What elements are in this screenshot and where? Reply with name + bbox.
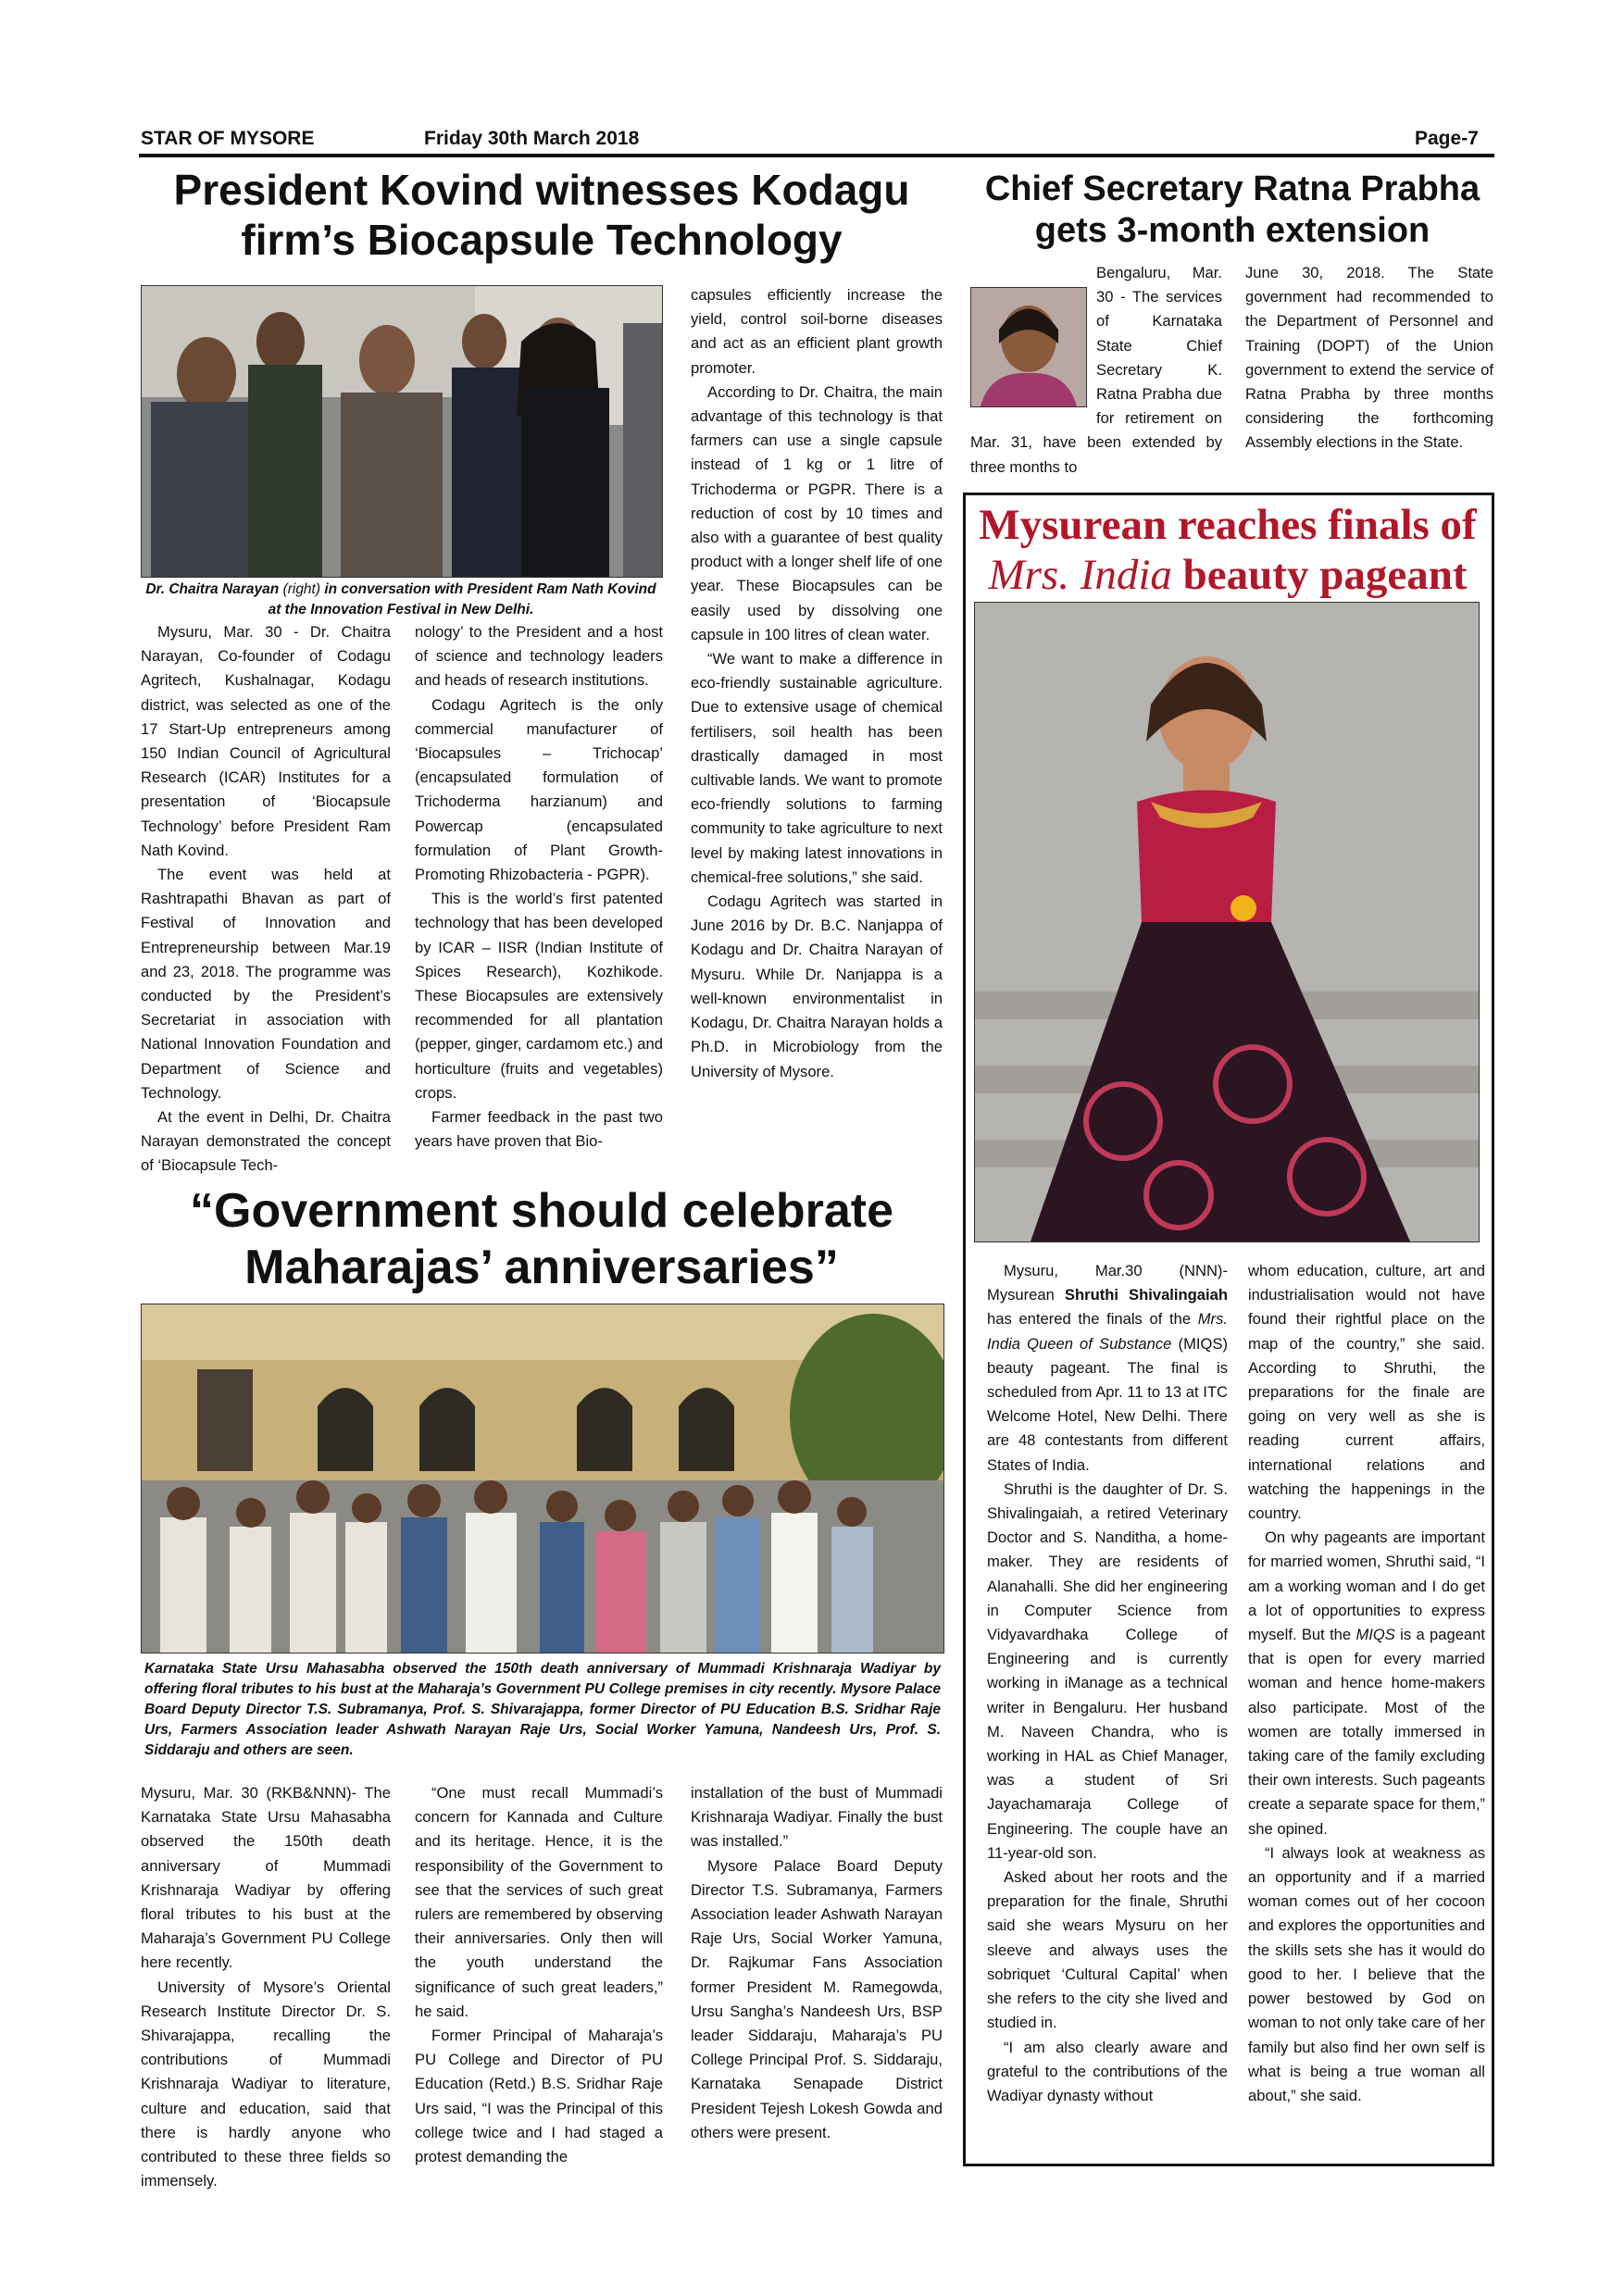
kovind-col2-p1: Codagu Agritech is the only commercial manufacturer of ‘Biocapsules – Trichocap’ (encapsulated formulation of Trichoderma harzianum) and Powercap (encapsulated formulation of Plant Growth-Promoting Rhizobacteria - PGPR). xyxy=(415,695,663,884)
kovind-col2-lead: nology’ to the President and a host of science and technology leaders and heads of research institutions. xyxy=(415,623,663,690)
mysurean-col1-p2: Asked about her roots and the preparation for the finale, Shruthi said she wears Mysuru on her sleeve and always uses the sobriquet ‘Cultural Capital’ when she refers to the city she lived and studied in. xyxy=(987,1868,1228,2032)
maharajas-photo xyxy=(141,1304,944,1653)
kovind-headline-line2: firm’s Biocapsule Technology xyxy=(241,216,843,265)
mysurean-headline-line1: Mysurean reaches finals of xyxy=(979,501,1477,549)
kovind-col3-lead: capsules efficiently increase the yield, control soil-borne diseases and act as an efficient plant growth promoter. xyxy=(691,286,943,377)
kovind-col1-p2: The event was held at Rashtrapathi Bhavan as part of Festival of Innovation and Entrepreneurship between Mar.19 and 23, 2018. The programme was conducted by the President’s Secretariat in association with National Innovation Foundation and Department of Science and Technology. xyxy=(141,866,391,1102)
chiefsec-col1 xyxy=(970,261,1222,480)
kovind-caption xyxy=(141,580,661,620)
maharajas-col1 xyxy=(141,1781,391,2193)
maharajas-col2-p1: “One must recall Mummadi’s concern for Kannada and Culture and its heritage. Hence, it is the responsibility of the Government to see that the services of such great rulers are remembered by observing their anniversaries. Only then will the youth understand the significance of such great leaders,” he said. xyxy=(415,1784,663,2020)
kovind-col1 xyxy=(141,620,391,1179)
mysurean-col1-lead xyxy=(987,1259,1228,1478)
mysurean-col2-p3: “I always look at weakness as an opportunity and if a married woman comes out of her cocoon and explores the opportunities and the skills sets she has it would do good to her. I believe that the power bestowed by God on woman to not only take care of her family but also find her own self is what is being a true woman all about,” she said. xyxy=(1248,1843,1485,2104)
mysurean-col1-name: Shruthi Shivalingaiah xyxy=(1064,1286,1228,1304)
kovind-col3-p3: Codagu Agritech was started in June 2016 by Dr. B.C. Nanjappa of Kodagu and Dr. Chaitra Narayan of Mysuru. While Dr. Nanjappa is a well-known environmentalist in Kodagu, Dr. Chaitra Narayan holds a Ph.D. in Microbiology from the University of Mysore. xyxy=(691,892,943,1080)
kovind-col2-p3: Farmer feedback in the past two years have proven that Bio- xyxy=(415,1108,663,1151)
kovind-headline xyxy=(139,165,944,266)
masthead-page: Page-7 xyxy=(1415,128,1479,149)
kovind-col3 xyxy=(691,283,943,1084)
mysurean-col2-p2 xyxy=(1248,1526,1485,1841)
chiefsec-headline-line1: Chief Secretary Ratna Prabha xyxy=(984,169,1480,208)
maharajas-col1-p1: Mysuru, Mar. 30 (RKB&NNN)- The Karnataka State Ursu Mahasabha observed the 150th death anniversary of Mummadi Krishnaraja Wadiyar by offering floral tributes to his bust at the Maharaja’s Government PU College here recently. xyxy=(141,1784,391,1972)
kovind-col3-p1: According to Dr. Chaitra, the main advantage of this technology is that farmers can use a single capsule instead of 1 kg or 1 litre of Trichoderma or PGPR. There is a reduction of cost by 10 times and also with a guarantee of best quality product with a longer shelf life of one year. These Biocapsules can be easily used by dissolving one capsule in 100 litres of clean water. xyxy=(691,382,943,643)
mysurean-headline xyxy=(968,500,1487,600)
maharajas-col3 xyxy=(691,1781,943,2145)
masthead-paper: STAR OF MYSORE xyxy=(141,128,315,149)
mysurean-col1 xyxy=(987,1259,1228,2108)
mysurean-col2-lead: whom education, culture, art and industrialisation would not have found their rightful place on the map of the country,” she said. According to Shruthi, the preparations for the finale are going on very well as she is reading current affairs, international relations and watching the happenings in the country. xyxy=(1248,1262,1485,1523)
chiefsec-col1-text: Bengaluru, Mar. 30 - The services of Karnataka State Chief Secretary K. Ratna Prabha due for retirement on Mar. 31, have been extended by three months to xyxy=(970,264,1222,476)
maharajas-headline-line1: “Government should celebrate xyxy=(190,1184,893,1238)
mysurean-col1-c: (MIQS) beauty pageant. The final is scheduled from Apr. 11 to 13 at ITC Welcome Hotel, New Delhi. There are 48 contestants from different States of India. xyxy=(987,1334,1228,1474)
maharajas-col2-p2: Former Principal of Maharaja’s PU College and Director of PU Education (Retd.) B.S. Sridhar Raje Urs said, “I was the Principal of this college twice and I had staged a protest demanding the xyxy=(415,2027,663,2166)
mysurean-col1-a: Mysuru, Mar.30 (NNN)-Mysurean xyxy=(987,1262,1228,1304)
masthead-date: Friday 30th March 2018 xyxy=(424,128,640,149)
chiefsec-col2-text: June 30, 2018. The State government had recommended to the Department of Personnel and Training (DOPT) of the Union government to extend the service of Ratna Prabha by three months considering the forthcoming Assembly elections in the State. xyxy=(1245,264,1493,452)
kovind-col2-p2: This is the world’s first patented technology that has been developed by ICAR – IISR (Indian Institute of Spices Research), Kozhikode. These Biocapsules are extensively recommended for all plantation (pepper, ginger, cardamom etc.) and horticulture (fruits and vegetables) crops. xyxy=(415,890,663,1102)
mysurean-col2-p2a: On why pageants are important for married women, Shruthi said, “I am a working woman and I do get a lot of opportunities to express myself. But the xyxy=(1248,1529,1485,1644)
mysurean-headline-line2 xyxy=(968,550,1487,600)
kovind-col2 xyxy=(415,620,663,1154)
mysurean-col2 xyxy=(1248,1259,1485,2108)
kovind-caption-a: Dr. Chaitra Narayan xyxy=(145,581,283,597)
mysurean-col1-italic: Mrs. India Queen of Substance xyxy=(987,1310,1228,1353)
chiefsec-col2 xyxy=(1245,261,1493,455)
kovind-col1-p1: Mysuru, Mar. 30 - Dr. Chaitra Narayan, Co-founder of Codagu Agritech, Kushalnagar, Kodagu district, was selected as one of the 17 Start-Up entrepreneurs among 150 Indian Council of Agricultural Research (ICAR) Institutes for a presentation of ‘Biocapsule Technology’ before President Ram Nath Kovind. xyxy=(141,623,391,859)
maharajas-headline-line2: Maharajas’ anniversaries” xyxy=(244,1241,839,1295)
mysurean-col1-b: has entered the finals of the xyxy=(987,1310,1198,1329)
mysurean-col2-p2i: MIQS xyxy=(1355,1626,1395,1644)
mysurean-col1-p1: Shruthi is the daughter of Dr. S. Shivalingaiah, a retired Veterinary Doctor and S. Nanditha, a home-maker. They are residents of Alanahalli. She did her engineering in Computer Science from Vidyavardhaka College of Engineering and is currently working in iManage as a technical writer in Bengaluru. Her husband M. Naveen Chandra, who is working in HAL as Chief Manager, was a student of Sri Jayachamaraja College of Engineering. The couple have an 11-year-old son. xyxy=(987,1479,1228,1862)
mysurean-col1-p3: “I am also clearly aware and grateful to the contributions of the Wadiyar dynasty without xyxy=(987,2038,1228,2104)
mysurean-headline-rest: beauty pageant xyxy=(1171,551,1468,600)
mysurean-col2-p2b: is a pageant that is open for every married woman and hence home-makers also participate. Most of the women are totally immersed in taking care of the family excluding their own interests. Such pageants create a separate space for them,” she opined. xyxy=(1248,1626,1485,1838)
maharajas-col2 xyxy=(415,1781,663,2169)
kovind-photo xyxy=(141,285,663,578)
mysurean-headline-italic: Mrs. India xyxy=(988,551,1172,600)
kovind-caption-c: in conversation with President Ram Nath Kovind at the Innovation Festival in New Delhi. xyxy=(268,581,656,618)
maharajas-col1-p2: University of Mysore’s Oriental Research Institute Director Dr. S. Shivarajappa, recalling the contributions of Mummadi Krishnaraja Wadiyar to literature, culture and education, said that there is hardly anyone who contributed to these three fields so immensely. xyxy=(141,1978,391,2190)
chiefsec-headline-line2: gets 3-month extension xyxy=(1034,210,1430,250)
kovind-headline-line1: President Kovind witnesses Kodagu xyxy=(173,166,910,214)
kovind-caption-b: (right) xyxy=(282,581,321,597)
masthead-rule xyxy=(139,154,1494,157)
kovind-col3-p2: “We want to make a difference in eco-friendly sustainable agriculture. Due to extensive usage of chemical fertilisers, soil health has been drastically damaged in most cultivable lands. We want to promote eco-friendly solutions to farming community to take agriculture to next level by making latest innovations in chemical-free solutions,” she said. xyxy=(691,650,943,886)
maharajas-col3-p1: Mysore Palace Board Deputy Director T.S. Subramanya, Farmers Association leader Ashwath Narayan Raje Urs, Social Worker Yamuna, Dr. Rajkumar Fans Association former President M. Ramegowda, Ursu Sangha’s Nandeesh Urs, BSP leader Siddaraju, Maharaja’s PU College Principal Prof. S. Siddaraju, Karnataka Senapade District President Tejesh Lokesh Gowda and others were present. xyxy=(691,1856,943,2141)
maharajas-caption: Karnataka State Ursu Mahasabha observed the 150th death anniversary of Mummadi Krishnaraja Wadiyar by offering floral tributes to his bust at the Maharaja’s Government PU College premises in city recently. Mysore Palace Board Deputy Director T.S. Subramanya, Prof. S. Shivarajappa, former Director of PU Education B.S. Sridhar Raje Urs, Farmers Association leader Ashwath Narayan Raje Urs, Social Worker Yamuna, Nandeesh Urs, Prof. S. Siddaraju and others are seen. xyxy=(144,1661,941,1758)
shruthi-photo xyxy=(974,602,1480,1242)
kovind-col1-p3: At the event in Delhi, Dr. Chaitra Narayan demonstrated the concept of ‘Biocapsule Tech- xyxy=(141,1108,391,1175)
chiefsec-headline xyxy=(968,168,1496,252)
maharajas-headline xyxy=(139,1183,944,1297)
ratna-prabha-photo xyxy=(970,287,1087,407)
maharajas-col3-lead: installation of the bust of Mummadi Krishnaraja Wadiyar. Finally the bust was installed.” xyxy=(691,1784,943,1851)
